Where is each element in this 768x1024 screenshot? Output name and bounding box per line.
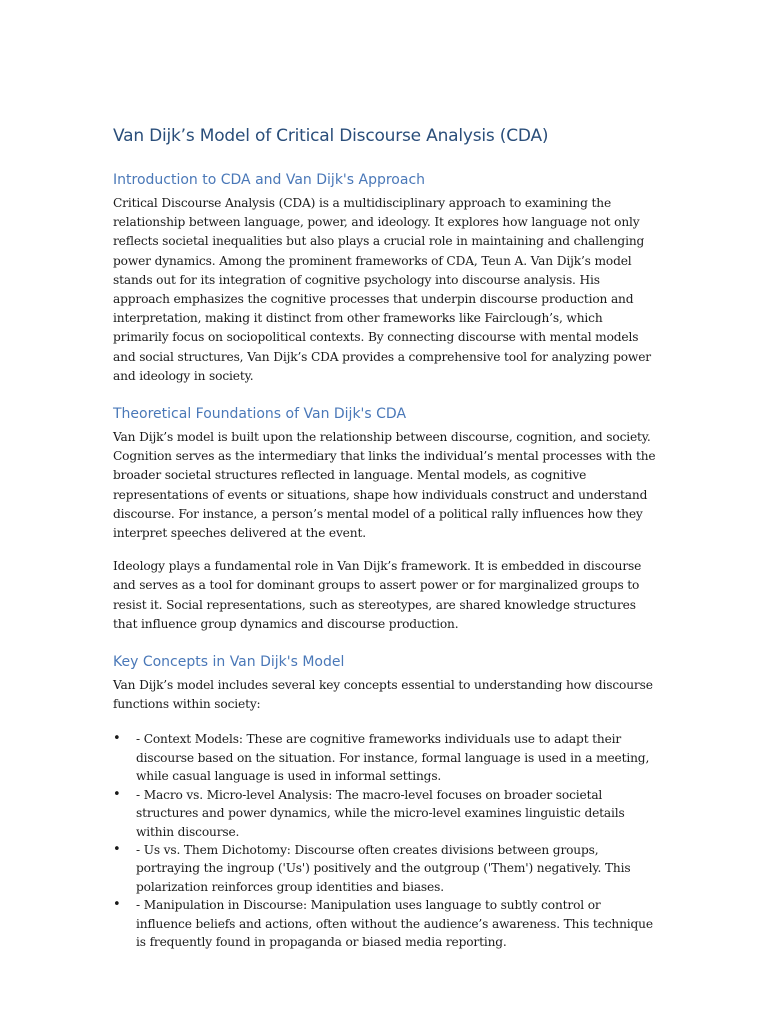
document-page [113, 124, 658, 951]
section-theoretical-foundations [113, 404, 658, 634]
list-item [113, 841, 658, 896]
bullet-icon: • [113, 841, 121, 857]
section-key-concepts [113, 652, 658, 951]
key-concepts-list [113, 730, 658, 951]
section-introduction [113, 170, 658, 386]
bullet-icon: • [113, 897, 121, 913]
section-heading: Introduction to CDA and Van Dijk's Approach [113, 172, 426, 188]
paragraph: Van Dijk’s model is built upon the relationship between discourse, cognition, and society. Cognition serves as the intermediary that links the individual’s mental processes with the broader societal structures reflected in language. Mental models, as cognitive representations of events or situations, shape how individuals construct and understand discourse. For instance, a person’s mental model of a political rally influences how they interpret speeches delivered at the event. [113, 430, 656, 541]
section-heading: Theoretical Foundations of Van Dijk's CDA [113, 406, 407, 423]
list-item [113, 896, 658, 951]
list-item [113, 786, 658, 841]
paragraph: Ideology plays a fundamental role in Van Dijk’s framework. It is embedded in discourse and serves as a tool for dominant groups to assert power or for marginalized groups to resist it. Social representations, such as stereotypes, are shared knowledge structures that influence group dynamics and discourse production. [113, 559, 642, 631]
list-item-text: - Us vs. Them Dichotomy: Discourse often creates divisions between groups, portraying the ingroup ('Us') positively and the outgroup ('Them') negatively. This polarization reinforces group identities and biases. [136, 842, 631, 894]
list-item-text: - Context Models: These are cognitive frameworks individuals use to adapt their discourse based on the situation. For instance, formal language is used in a meeting, while casual language is used in informal settings. [136, 732, 650, 784]
paragraph: Critical Discourse Analysis (CDA) is a multidisciplinary approach to examining the relationship between language, power, and ideology. It explores how language not only reflects societal inequalities but also plays a crucial role in maintaining and challenging power dynamics. Among the prominent frameworks of CDA, Teun A. Van Dijk’s model stands out for its integration of cognitive psychology into discourse analysis. His approach emphasizes the cognitive processes that underpin discourse production and interpretation, making it distinct from other frameworks like Fairclough’s, which primarily focus on sociopolitical contexts. By connecting discourse with mental models and social structures, Van Dijk’s CDA provides a comprehensive tool for analyzing power and ideology in society. [113, 196, 651, 383]
list-item-text: - Manipulation in Discourse: Manipulation uses language to subtly control or influence beliefs and actions, often without the audience’s awareness. This technique is frequently found in propaganda or biased media reporting. [136, 898, 653, 949]
bullet-icon: • [113, 731, 121, 747]
bullet-icon: • [113, 786, 121, 802]
paragraph: Van Dijk’s model includes several key concepts essential to understanding how discourse functions within society: [113, 678, 653, 712]
list-item [113, 730, 658, 785]
list-item-text: - Macro vs. Micro-level Analysis: The macro-level focuses on broader societal structures and power dynamics, while the micro-level examines linguistic details within discourse. [136, 787, 625, 839]
section-heading: Key Concepts in Van Dijk's Model [113, 654, 345, 671]
document-title: Van Dijk’s Model of Critical Discourse Analysis (CDA) [113, 126, 549, 146]
